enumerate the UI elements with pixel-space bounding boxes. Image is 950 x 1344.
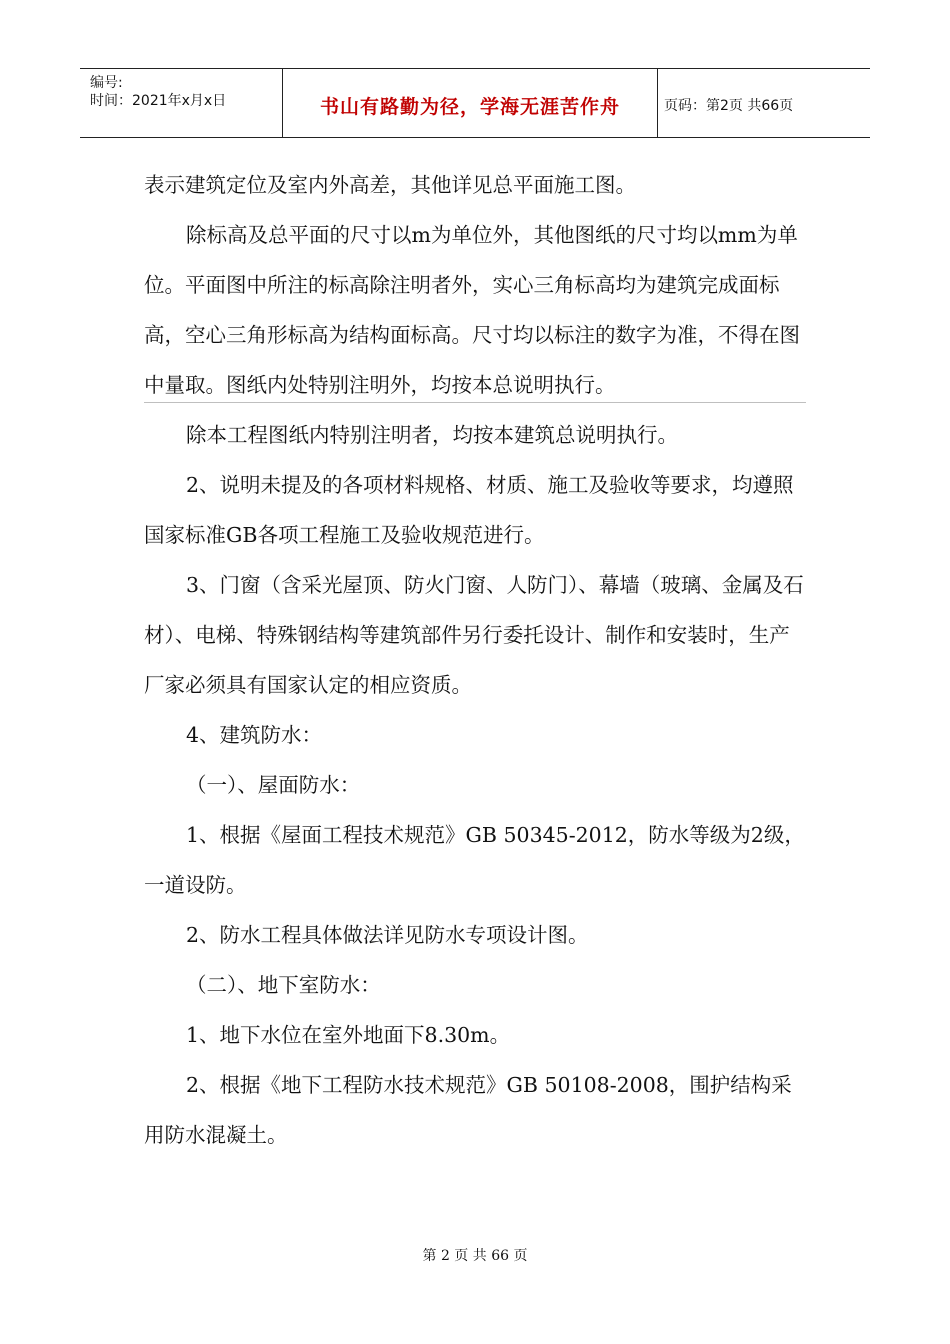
header-motto: 书山有路勤为径，学海无涯苦作舟 [319,95,620,118]
document-date-label: 时间：2021年x月x日 [90,93,227,109]
paragraph: 4、建筑防水： [186,723,323,747]
document-number-label: 编号: [90,75,123,91]
paragraph: 除标高及总平面的尺寸以m为单位外，其他图纸的尺寸均以mm为单位。平面图中所注的标高除注明者外，实心三角标高均为建筑完成面标高，空心三角形标高为结构面标高。尺寸均以标注的数字为准，不得在图中量取。图纸内处特别注明外，均按本总说明执行。 [144,223,800,397]
paragraph: 2、根据《地下工程防水技术规范》GB 50108-2008，围护结构采用防水混凝土。 [144,1073,792,1147]
header-page-info: 页码：第2页 共66页 [664,98,794,114]
header-meta [80,69,283,137]
paragraph: 2、说明未提及的各项材料规格、材质、施工及验收等要求，均遵照国家标准GB各项工程施工及验收规范进行。 [144,473,794,547]
paragraph: （二）、地下室防水： [186,973,381,997]
header-motto-cell [283,69,658,137]
page-footer: 第 2 页 共 66 页 [422,1248,528,1264]
document-body [144,160,808,1160]
paragraph: 除本工程图纸内特别注明者，均按本建筑总说明执行。 [186,423,678,447]
paragraph: （一）、屋面防水： [186,773,361,797]
paragraph: 3、门窗（含采光屋顶、防火门窗、人防门）、幕墙（玻璃、金属及石材）、电梯、特殊钢结构等建筑部件另行委托设计、制作和安装时，生产厂家必须具有国家认定的相应资质。 [144,573,804,697]
header-page-info-cell [658,69,870,137]
divider-line [144,402,806,403]
paragraph: 表示建筑定位及室内外高差，其他详见总平面施工图。 [144,173,636,197]
page-header [80,68,870,138]
paragraph: 1、地下水位在室外地面下8.30m。 [186,1023,511,1047]
paragraph: 2、防水工程具体做法详见防水专项设计图。 [186,923,589,947]
paragraph: 1、根据《屋面工程技术规范》GB 50345-2012，防水等级为2级，一道设防。 [144,823,805,897]
